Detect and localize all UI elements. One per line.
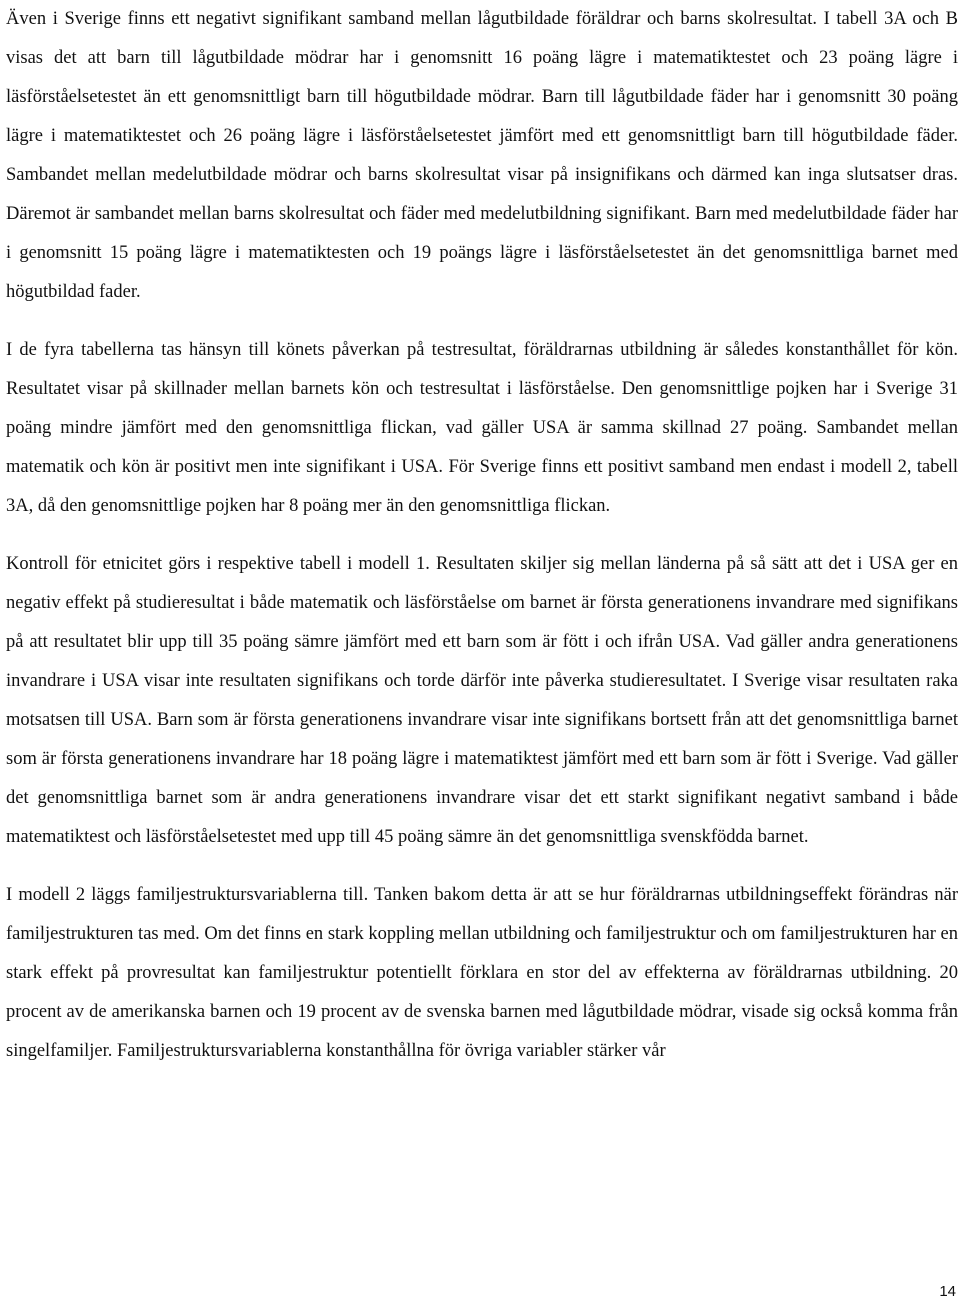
document-page [6, 0, 958, 1071]
paragraph-family-structure: I modell 2 läggs familjestruktursvariablerna till. Tanken bakom detta är att se hur föräldrarnas utbildningseffekt förändras när familjestrukturen tas med. Om det finns en stark koppling mellan utbildning och familjestruktur och om familjestrukturen har en stark effekt på provresultat kan familjestruktur potentiellt förklara en stor del av effekterna av föräldrarnas utbildning. 20 procent av de amerikanska barnen och 19 procent av de svenska barnen med lågutbildade mödrar, visade sig också komma från singelfamiljer. Familjestruktursvariablerna konstanthållna för övriga variabler stärker vår [6, 885, 958, 1061]
paragraph-ethnicity: Kontroll för etnicitet görs i respektive tabell i modell 1. Resultaten skiljer sig mellan länderna på så sätt att det i USA ger en negativ effekt på studieresultat i både matematik och läsförståelse om barnet är första generationens invandrare med signifikans på att resultatet blir upp till 35 poäng sämre jämfört med ett barn som är fött i och ifrån USA. Vad gäller andra generationens invandrare i USA visar inte resultaten signifikans och torde därför inte påverka studieresultatet. I Sverige visar resultaten raka motsatsen till USA. Barn som är första generationens invandrare visar inte signifikans bortsett från att det genomsnittliga barnet som är första generationens invandrare har 18 poäng lägre i matematiktest jämfört med ett barn som är fött i Sverige. Vad gäller det genomsnittliga barnet som är andra generationens invandrare visar det ett starkt signifikant negativt samband i både matematiktest och läsförståelsetestet med upp till 45 poäng sämre än det genomsnittliga svenskfödda barnet. [6, 554, 958, 847]
paragraph-parental-education: Även i Sverige finns ett negativt signifikant samband mellan lågutbildade föräldrar och barns skolresultat. I tabell 3A och B visas det att barn till lågutbildade mödrar har i genomsnitt 16 poäng lägre i matematiktestet och 23 poäng lägre i läsförståelsetestet än ett genomsnittligt barn till högutbildade mödrar. Barn till lågutbildade fäder har i genomsnitt 30 poäng lägre i matematiktestet och 26 poäng lägre i läsförståelsetestet jämfört med ett genomsnittligt barn till högutbildade fäder. Sambandet mellan medelutbildade mödrar och barns skolresultat visar på insignifikans och därmed kan inga slutsatser dras. Däremot är sambandet mellan barns skolresultat och fäder med medelutbildning signifikant. Barn med medelutbildade fäder har i genomsnitt 15 poäng lägre i matematiktesten och 19 poängs lägre i läsförståelsetestet än det genomsnittliga barnet med högutbildad fader. [6, 9, 958, 302]
page-number: 14 [939, 1283, 956, 1300]
paragraph-gender: I de fyra tabellerna tas hänsyn till könets påverkan på testresultat, föräldrarnas utbildning är således konstanthållet för kön. Resultatet visar på skillnader mellan barnets kön och testresultat i läsförståelse. Den genomsnittlige pojken har i Sverige 31 poäng mindre jämfört med den genomsnittliga flickan, vad gäller USA är samma skillnad 27 poäng. Sambandet mellan matematik och kön är positivt men inte signifikant i USA. För Sverige finns ett positivt samband men endast i modell 2, tabell 3A, då den genomsnittlige pojken har 8 poäng mer än den genomsnittliga flickan. [6, 340, 958, 516]
